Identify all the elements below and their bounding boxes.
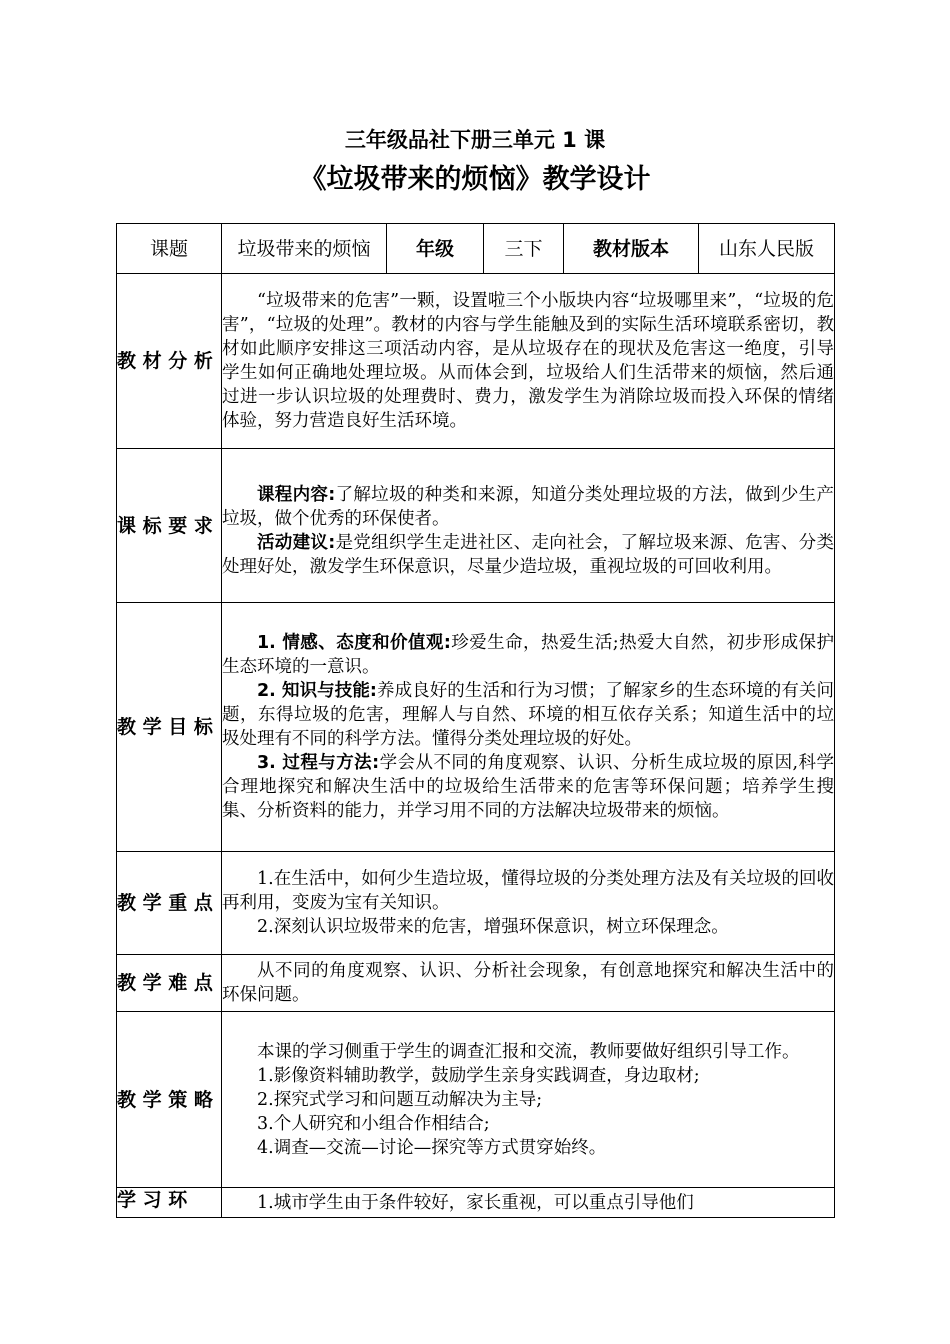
- grade-label: 年级: [387, 224, 484, 274]
- strategy-content: [222, 1012, 835, 1188]
- activity-suggestion-text: 是党组织学生走进社区、走向社会，了解垃圾来源、危害、分类处理好处，激发学生环保意识，尽量少造垃圾，重视垃圾的可回收利用。: [222, 532, 834, 577]
- learning-environment-row: [117, 1188, 835, 1218]
- topic-value: 垃圾带来的烦恼: [222, 224, 387, 274]
- material-analysis-text: “垃圾带来的危害”一颗，设置啦三个小版块内容“垃圾哪里来”，“垃圾的危害”，“垃圾的处理”。教材的内容与学生能触及到的实际生活环境联系密切，教材如此顺序安排这三项活动内容，是从垃圾存在的现状及危害这一绝度，引导学生如何正确地处理垃圾。从而体会到，垃圾给人们生活带来的烦恼，然后通过进一步认识垃圾的处理费时、费力，激发学生为消除垃圾而投入环保的情绪体验，努力营造良好生活环境。: [222, 291, 834, 431]
- key-points-content: [222, 852, 835, 955]
- strategy-item-4: 4.调查—交流—讨论—探究等方式贯穿始终。: [257, 1137, 607, 1158]
- topic-label: 课题: [117, 224, 222, 274]
- goal-process-paragraph: [222, 751, 834, 823]
- header-row: [117, 224, 835, 274]
- goal-knowledge-heading: 2. 知识与技能:: [257, 681, 377, 701]
- lesson-design-table: [116, 223, 835, 1218]
- grade-value: 三下: [484, 224, 564, 274]
- goal-emotion-text: 珍爱生命，热爱生活;热爱大自然，初步形成保护生态环境的一意识。: [222, 633, 834, 677]
- strategy-item-2: 2.探究式学习和问题互动解决为主导;: [257, 1089, 543, 1110]
- goal-knowledge-paragraph: [222, 679, 834, 751]
- activity-suggestion-heading: 活动建议:: [257, 532, 336, 553]
- course-content-text: 了解垃圾的种类和来源，知道分类处理垃圾的方法，做到少生产垃圾，做个优秀的环保使者。: [222, 484, 834, 529]
- course-content-heading: 课程内容:: [257, 484, 336, 505]
- learning-environment-label: 学 习 环: [117, 1188, 222, 1218]
- course-content-paragraph: [222, 483, 834, 531]
- edition-label: 教材版本: [564, 224, 699, 274]
- edition-value: 山东人民版: [699, 224, 835, 274]
- activity-suggestion-paragraph: [222, 531, 834, 579]
- goal-process-text: 学会从不同的角度观察、认识、分析生成垃圾的原因,科学合理地探究和解决生活中的垃圾给生活带来的危害等环保问题；培养学生搜集、分析资料的能力，并学习用不同的方法解决垃圾带来的烦恼。: [222, 753, 834, 821]
- document-subtitle: 《垃圾带来的烦恼》教学设计: [299, 164, 651, 195]
- difficulty-label: 教 学 难 点: [117, 955, 222, 1012]
- goal-knowledge-text: 养成良好的生活和行为习惯；了解家乡的生态环境的有关问题，东得垃圾的危害，理解人与自然、环境的相互依存关系；知道生活中的垃圾处理有不同的科学方法。懂得分类处理垃圾的好处。: [222, 681, 834, 749]
- key-points-label: 教 学 重 点: [117, 852, 222, 955]
- goal-process-heading: 3. 过程与方法:: [257, 753, 380, 773]
- learning-environment-content: [222, 1188, 835, 1218]
- document-title: 三年级品社下册三单元 1 课: [344, 128, 606, 152]
- strategy-row: [117, 1012, 835, 1188]
- strategy-item-3: 3.个人研究和小组合作相结合;: [257, 1113, 490, 1134]
- difficulty-content: [222, 955, 835, 1012]
- material-analysis-row: [117, 274, 835, 449]
- teaching-goals-label: 教 学 目 标: [117, 603, 222, 852]
- curriculum-standard-row: [117, 449, 835, 603]
- difficulty-row: [117, 955, 835, 1012]
- strategy-label: 教 学 策 略: [117, 1012, 222, 1188]
- goal-emotion-heading: 1. 情感、态度和价值观:: [257, 633, 451, 653]
- strategy-intro: 本课的学习侧重于学生的调查汇报和交流，教师要做好组织引导工作。: [257, 1041, 800, 1062]
- key-point-2: 2.深刻认识垃圾带来的危害，增强环保意识，树立环保理念。: [257, 917, 729, 937]
- learning-environment-text: 1.城市学生由于条件较好，家长重视，可以重点引导他们: [257, 1192, 694, 1213]
- teaching-goals-row: [117, 603, 835, 852]
- curriculum-standard-content: [222, 449, 835, 603]
- material-analysis-label: 教 材 分 析: [117, 274, 222, 449]
- teaching-goals-content: [222, 603, 835, 852]
- material-analysis-content: [222, 274, 835, 449]
- curriculum-standard-label: 课 标 要 求: [117, 449, 222, 603]
- goal-emotion-paragraph: [222, 631, 834, 679]
- difficulty-text: 从不同的角度观察、认识、分析社会现象，有创意地探究和解决生活中的环保问题。: [222, 961, 834, 1005]
- key-points-row: [117, 852, 835, 955]
- strategy-item-1: 1.影像资料辅助教学，鼓励学生亲身实践调查，身边取材;: [257, 1065, 700, 1086]
- key-point-1: 1.在生活中，如何少生造垃圾，懂得垃圾的分类处理方法及有关垃圾的回收再利用，变废为宝有关知识。: [222, 869, 834, 913]
